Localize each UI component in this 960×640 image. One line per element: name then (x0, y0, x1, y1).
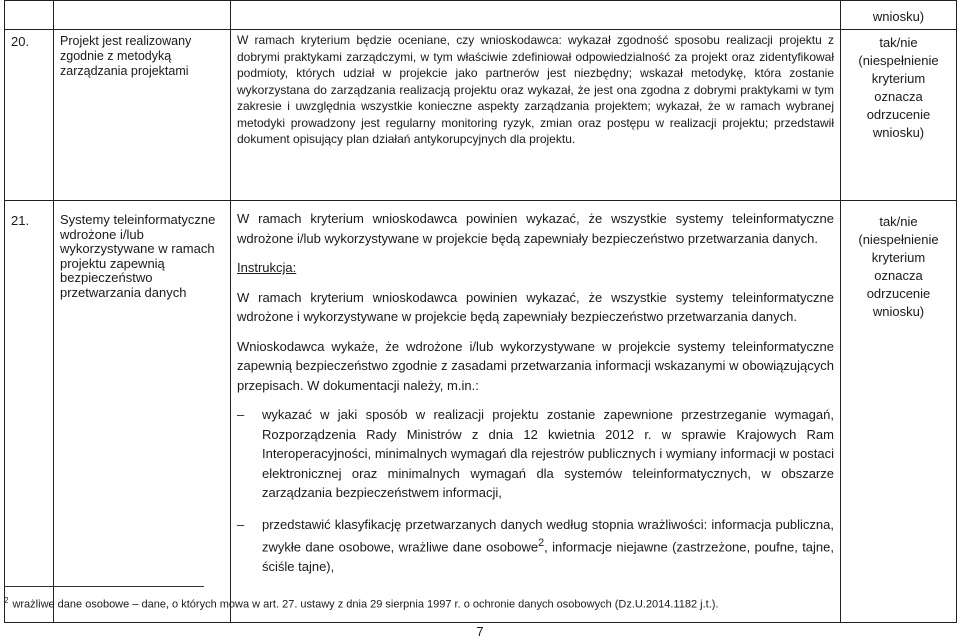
result-cell (841, 201, 957, 623)
footnote-marker: 2 (4, 596, 9, 605)
footnote-separator (4, 586, 204, 587)
result-line: oznacza (874, 268, 923, 283)
result-text: wniosku) (872, 9, 925, 24)
name-cell (54, 1, 231, 30)
criterion-description (231, 201, 841, 623)
result-line: kryterium (871, 250, 926, 265)
description-paragraph: Wnioskodawca wykaże, że wdrożone i/lub wykorzystywane w projekcie systemy teleinformatyczne zapewnią bezpieczeństwo zgodnie z zasadami przetwarzania informacji wskazanymi w obowiązujących przepisach. W dokumentacji należy, m.in.: (237, 338, 834, 393)
table-row (5, 1, 957, 30)
result-line: odrzucenie (866, 107, 931, 122)
criterion-name: Projekt jest realizowany zgodnie z metodyką zarządzania projektami (54, 30, 231, 201)
criterion-number: 21. (5, 201, 54, 623)
list-item-text: przedstawić klasyfikację przetwarzanych danych według stopnia wrażliwości: informacja publiczna, zwykłe dane osobowe, wrażliwe dane osobowe (262, 516, 834, 555)
description-paragraph: W ramach kryterium wnioskodawca powinien wykazać, że wszystkie systemy teleinformatyczne wdrożone i wykorzystywane w projekcie będą zapewniały bezpieczeństwo przetwarzania danych. (237, 289, 834, 324)
page-number: 7 (476, 624, 484, 639)
dash-bullet: – (237, 407, 245, 422)
description-cell (231, 1, 841, 30)
list-item (237, 515, 834, 577)
instruction-label: Instrukcja: (237, 260, 297, 275)
table-row (5, 30, 957, 201)
footnote (4, 596, 718, 611)
result-cell (841, 30, 957, 201)
number-cell (5, 1, 54, 30)
footnote-text: wrażliwe dane osobowe – dane, o których mowa w art. 27. ustawy z dnia 29 sierpnia 1997 r. o ochronie danych osobowych (Dz.U.2014.1182 j.t.). (12, 598, 719, 611)
result-line: wniosku) (872, 125, 925, 140)
list-item (237, 405, 834, 503)
result-line: (niespełnienie (858, 232, 939, 247)
result-line: tak/nie (879, 35, 918, 50)
result-line: oznacza (874, 89, 923, 104)
criterion-name: Systemy teleinformatyczne wdrożone i/lub wykorzystywane w ramach projektu zapewnią bezpieczeństwo przetwarzania danych (54, 201, 231, 623)
result-cell (841, 1, 957, 30)
criterion-description: W ramach kryterium będzie oceniane, czy wnioskodawca: wykazał zgodność sposobu realizacji projektu z dobrymi praktykami zarządczymi, w tym właściwie zdefiniował odpowiedzialność za projekt oraz zidentyfikował podmioty, których udział w projekcie jako partnerów jest niezbędny; wskazał metodykę, która zostanie wykorzystana do zarządzania realizacją projektu oraz wykazał, że jest ona zgodna z dobrymi praktykami w tym zakresie i uwzględnia wszystkie konieczne aspekty zarządzania projektem; wykazał, że w ramach wybranej metodyki prowadzony jest regularny monitoring ryzyk, zmian oraz postępu w realizacji projektu; przedstawił dokument opisujący plan działań antykorupcyjnych dla projektu. (231, 30, 841, 201)
result-line: (niespełnienie (858, 53, 939, 68)
result-line: wniosku) (872, 304, 925, 319)
footnote-reference[interactable]: 2 (538, 537, 545, 549)
criteria-table (4, 0, 957, 623)
description-paragraph: W ramach kryterium wnioskodawca powinien wykazać, że wszystkie systemy teleinformatyczne wdrożone i/lub wykorzystywane w projekcie będą zapewniały bezpieczeństwo przetwarzania danych. (237, 211, 834, 246)
requirements-list (237, 405, 834, 576)
list-item-text: wykazać w jaki sposób w realizacji projektu zostanie zapewnione przestrzeganie wymagań, Rozporządzenia Rady Ministrów z dnia 12 kwietnia 2012 r. w sprawie Krajowych Ram Interoperacyjności, minimalnych wymagań dla rejestrów publicznych i wymiany informacji w postaci elektronicznej oraz minimalnych wymagań dla systemów teleinformatycznych, w obszarze zarządzania bezpieczeństwem informacji, (262, 407, 834, 500)
dash-bullet: – (237, 516, 245, 532)
criterion-number: 20. (5, 30, 54, 201)
list-item-text: , informacje niejawne (zastrzeżone, poufne, tajne, ściśle tajne), (262, 539, 834, 574)
table-row (5, 201, 957, 623)
result-line: tak/nie (879, 214, 918, 229)
result-line: kryterium (871, 71, 926, 86)
result-line: odrzucenie (866, 286, 931, 301)
